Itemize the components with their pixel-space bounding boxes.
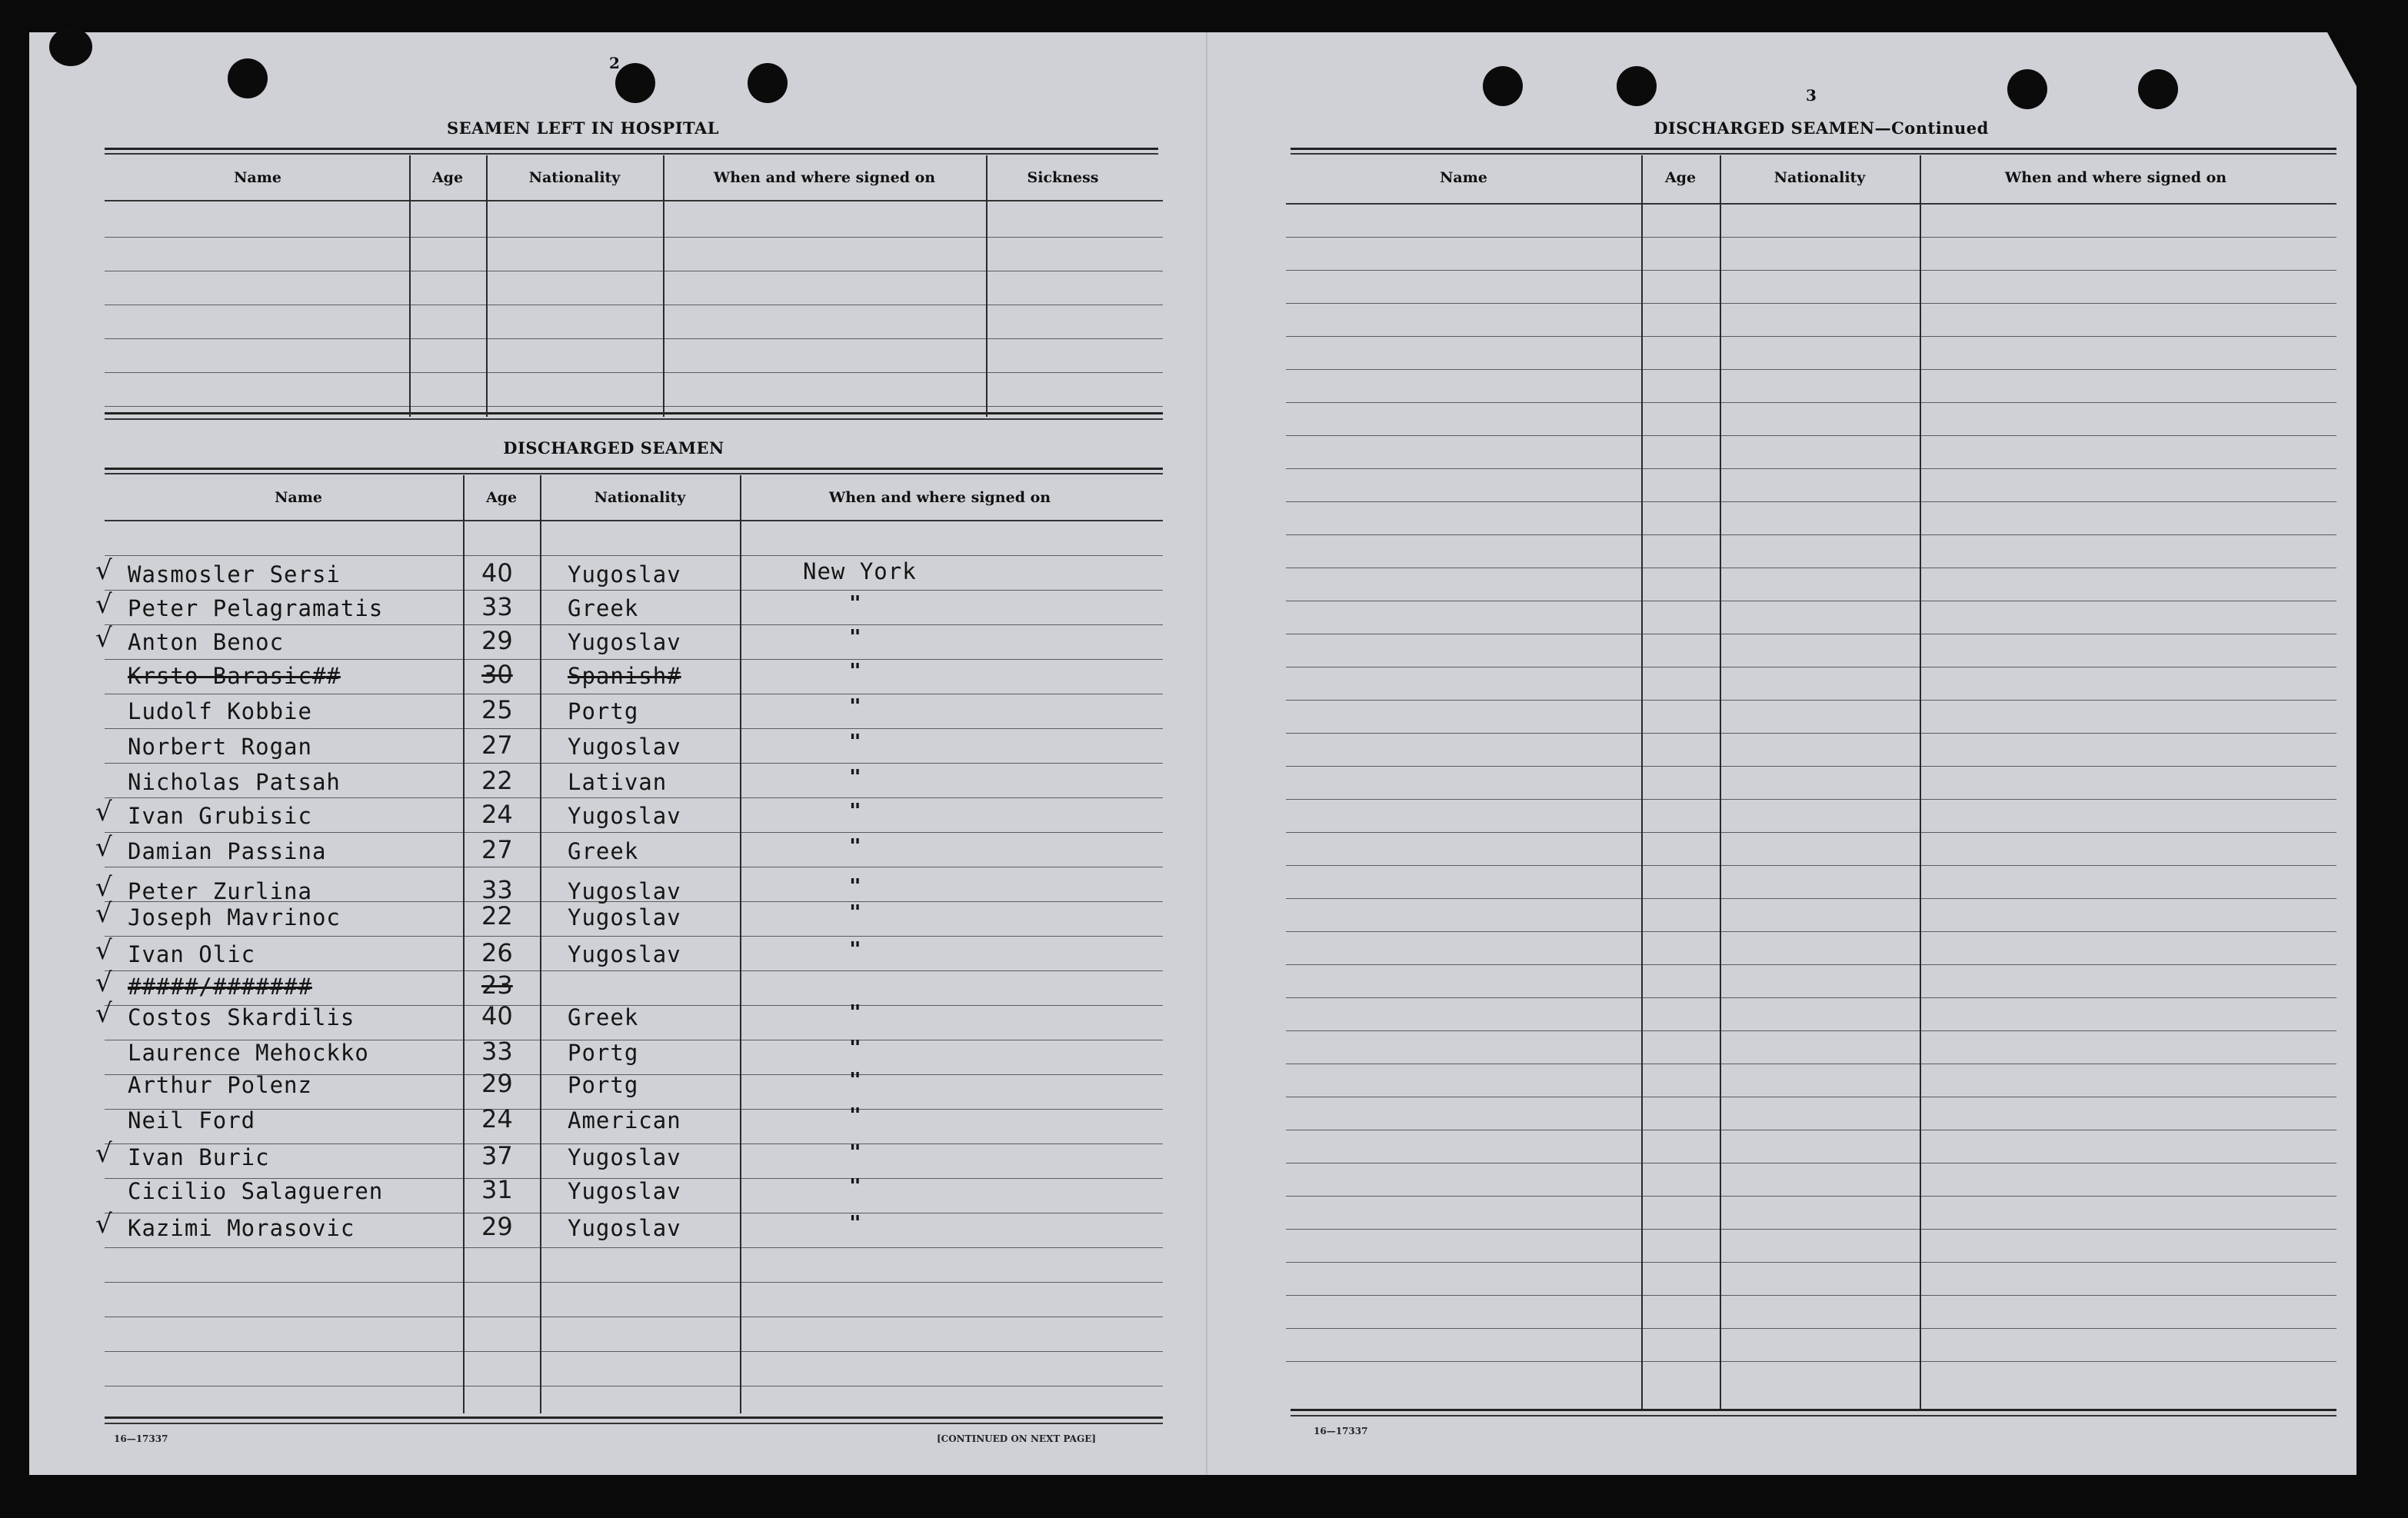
check-mark: √ <box>95 623 112 654</box>
seaman-name: Nicholas Patsah <box>128 769 341 795</box>
right-row-line <box>1286 832 2336 833</box>
seaman-age: 31 <box>481 1175 513 1204</box>
seaman-age: 23 <box>481 970 513 1000</box>
check-mark: √ <box>95 872 112 903</box>
discharged-row-line <box>105 1282 1163 1283</box>
check-mark: √ <box>95 555 112 586</box>
seaman-age: 40 <box>481 1001 513 1030</box>
left-form-number: 16—17337 <box>114 1433 168 1444</box>
hospital-row-line <box>105 237 1163 238</box>
seaman-age: 40 <box>481 558 513 588</box>
seaman-age: 27 <box>481 731 513 760</box>
seaman-age: 30 <box>481 660 513 689</box>
seaman-nationality: Yugoslav <box>568 941 681 967</box>
seaman-age: 22 <box>481 901 513 930</box>
right-row-line <box>1286 1196 2336 1197</box>
signed-on: " <box>849 592 861 615</box>
right-col-age: Age <box>1664 169 1697 186</box>
discharged-col-nationality: Nationality <box>594 489 686 506</box>
discharged-col-divider <box>740 475 741 1413</box>
seaman-name: Anton Benoc <box>128 629 285 655</box>
right-row-line <box>1286 700 2336 701</box>
discharged-row-line <box>105 728 1163 729</box>
right-row-line <box>1286 1361 2336 1362</box>
hospital-col-name: Name <box>234 169 281 186</box>
discharged-row-line <box>105 624 1163 625</box>
seaman-age: 22 <box>481 766 513 795</box>
hospital-col-sickness: Sickness <box>1027 169 1099 186</box>
seaman-nationality: Greek <box>568 1004 639 1030</box>
right-row-line <box>1286 435 2336 436</box>
seaman-name: #####/####### <box>128 974 312 1000</box>
right-col-divider <box>1920 155 1921 1410</box>
discharged-title: DISCHARGED SEAMEN <box>503 438 724 458</box>
right-row-line <box>1286 964 2336 965</box>
right-row-line <box>1286 931 2336 932</box>
signed-on: " <box>849 1069 861 1092</box>
discharged-row-line <box>105 936 1163 937</box>
seaman-nationality: Spanish# <box>568 663 681 689</box>
seaman-age: 26 <box>481 938 513 967</box>
seaman-name: Damian Passina <box>128 838 327 864</box>
seaman-name: Arthur Polenz <box>128 1072 312 1098</box>
check-mark: √ <box>95 898 112 929</box>
discharged-col-name: Name <box>275 489 322 506</box>
hospital-col-divider <box>486 155 488 417</box>
right-row-line <box>1286 997 2336 998</box>
punch-hole <box>49 28 92 66</box>
check-mark: √ <box>95 935 112 966</box>
hospital-row-line <box>105 338 1163 339</box>
signed-on: " <box>849 1212 861 1235</box>
signed-on: " <box>849 1141 861 1164</box>
seaman-age: 25 <box>481 695 513 724</box>
right-col-name: Name <box>1440 169 1487 186</box>
right-col-divider <box>1641 155 1643 1410</box>
discharged-col-divider <box>540 475 541 1413</box>
signed-on: " <box>849 626 861 649</box>
hospital-bottom-rule <box>105 412 1163 414</box>
seaman-nationality: Yugoslav <box>568 878 681 904</box>
hospital-title: SEAMEN LEFT IN HOSPITAL <box>446 118 720 138</box>
discharged-bottom-rule <box>105 1416 1163 1419</box>
discharged-row-line <box>105 555 1163 556</box>
seaman-name: Kazimi Morasovic <box>128 1215 355 1241</box>
document-paper <box>29 32 2356 1475</box>
seaman-nationality: Yugoslav <box>568 1144 681 1170</box>
hospital-col-divider <box>409 155 411 417</box>
right-row-line <box>1286 1262 2336 1263</box>
seaman-age: 24 <box>481 800 513 829</box>
hospital-bottom-rule-2 <box>105 418 1163 420</box>
hospital-col-divider <box>986 155 988 417</box>
discharged-row-line <box>105 1351 1163 1352</box>
right-col-signed: When and where signed on <box>2004 169 2227 186</box>
hospital-row-line <box>105 372 1163 373</box>
page-fold <box>1206 32 1207 1475</box>
signed-on: " <box>849 1104 861 1127</box>
discharged-row-line <box>105 797 1163 798</box>
right-top-rule-2 <box>1291 153 2336 155</box>
right-col-divider <box>1720 155 1721 1410</box>
seaman-nationality: Lativan <box>568 769 668 795</box>
check-mark: √ <box>95 832 112 863</box>
right-row-line <box>1286 369 2336 370</box>
signed-on: " <box>849 660 861 683</box>
signed-on: " <box>849 1037 861 1060</box>
right-row-line <box>1286 270 2336 271</box>
signed-on: " <box>849 766 861 789</box>
check-mark: √ <box>95 797 112 827</box>
right-header-rule <box>1286 203 2336 205</box>
hospital-top-rule <box>105 148 1158 150</box>
check-mark: √ <box>95 1209 112 1240</box>
right-form-number: 16—17337 <box>1314 1426 1368 1436</box>
seaman-name: Ivan Grubisic <box>128 803 312 829</box>
right-row-line <box>1286 1295 2336 1296</box>
seaman-age: 27 <box>481 835 513 864</box>
right-row-line <box>1286 733 2336 734</box>
hospital-top-rule-2 <box>105 153 1158 155</box>
discharged-row-line <box>105 763 1163 764</box>
signed-on: " <box>849 901 861 924</box>
discharged-col-divider <box>463 475 465 1413</box>
seaman-age: 33 <box>481 1037 513 1066</box>
seaman-name: Cicilio Salagueren <box>128 1178 384 1204</box>
seaman-age: 33 <box>481 592 513 621</box>
seaman-nationality: Yugoslav <box>568 1215 681 1241</box>
left-page-number: 2 <box>609 54 620 72</box>
discharged-row-line <box>105 970 1163 971</box>
seaman-name: Ivan Buric <box>128 1144 270 1170</box>
hospital-row-line <box>105 406 1163 407</box>
hospital-col-signed: When and where signed on <box>713 169 936 186</box>
seaman-name: Neil Ford <box>128 1107 256 1134</box>
seaman-name: Wasmosler Sersi <box>128 561 341 588</box>
right-bottom-rule-2 <box>1291 1415 2336 1416</box>
right-row-line <box>1286 766 2336 767</box>
check-mark: √ <box>95 589 112 620</box>
signed-on: " <box>849 875 861 898</box>
discharged-top-rule <box>105 468 1163 470</box>
continued-note: [CONTINUED ON NEXT PAGE] <box>937 1433 1097 1444</box>
seaman-nationality: Greek <box>568 595 639 621</box>
seaman-nationality: Yugoslav <box>568 904 681 930</box>
signed-on: " <box>849 1175 861 1198</box>
signed-on: " <box>849 800 861 823</box>
check-mark: √ <box>95 967 112 998</box>
seaman-name: Norbert Rogan <box>128 734 312 760</box>
seaman-name: Ludolf Kobbie <box>128 698 312 724</box>
right-row-line <box>1286 336 2336 337</box>
punch-hole <box>615 63 655 103</box>
punch-hole <box>2138 69 2178 109</box>
right-page-number: 3 <box>1806 86 1817 105</box>
right-row-line <box>1286 534 2336 535</box>
seaman-nationality: Portg <box>568 1072 639 1098</box>
punch-hole <box>228 58 268 98</box>
punch-hole <box>748 63 788 103</box>
hospital-col-divider <box>663 155 664 417</box>
seaman-age: 29 <box>481 1069 513 1098</box>
paper-corner-cut <box>2327 32 2356 86</box>
check-mark: √ <box>95 1138 112 1169</box>
seaman-name: Peter Zurlina <box>128 878 312 904</box>
discharged-row-line <box>105 832 1163 833</box>
signed-on: " <box>849 938 861 961</box>
seaman-age: 24 <box>481 1104 513 1134</box>
punch-hole <box>1617 66 1657 106</box>
discharged-row-line <box>105 659 1163 660</box>
right-row-line <box>1286 402 2336 403</box>
right-row-line <box>1286 303 2336 304</box>
seaman-nationality: Yugoslav <box>568 803 681 829</box>
punch-hole <box>2007 69 2047 109</box>
right-bottom-rule <box>1291 1409 2336 1411</box>
discharged-col-signed: When and where signed on <box>828 489 1051 506</box>
seaman-name: Joseph Mavrinoc <box>128 904 341 930</box>
right-col-nationality: Nationality <box>1774 169 1866 186</box>
discharged-col-age: Age <box>485 489 518 506</box>
signed-on: " <box>849 695 861 718</box>
seaman-age: 29 <box>481 626 513 655</box>
seaman-name: Costos Skardilis <box>128 1004 355 1030</box>
seaman-name: Krsto Barasic## <box>128 663 341 689</box>
signed-on: " <box>849 731 861 754</box>
seaman-age: 33 <box>481 875 513 904</box>
seaman-nationality: Portg <box>568 698 639 724</box>
seaman-nationality: Yugoslav <box>568 1178 681 1204</box>
right-title: DISCHARGED SEAMEN—Continued <box>1654 118 1989 138</box>
discharged-bottom-rule-2 <box>105 1423 1163 1424</box>
discharged-row-line <box>105 1247 1163 1248</box>
seaman-nationality: Yugoslav <box>568 629 681 655</box>
signed-on: New York <box>803 558 917 584</box>
seaman-nationality: Portg <box>568 1040 639 1066</box>
seaman-nationality: American <box>568 1107 681 1134</box>
right-row-line <box>1286 1229 2336 1230</box>
right-row-line <box>1286 468 2336 469</box>
seaman-name: Peter Pelagramatis <box>128 595 384 621</box>
right-row-line <box>1286 237 2336 238</box>
right-row-line <box>1286 898 2336 899</box>
seaman-nationality: Greek <box>568 838 639 864</box>
discharged-row-line <box>105 590 1163 591</box>
seaman-name: Laurence Mehockko <box>128 1040 369 1066</box>
seaman-age: 37 <box>481 1141 513 1170</box>
seaman-nationality: Yugoslav <box>568 561 681 588</box>
signed-on: " <box>849 1001 861 1024</box>
right-row-line <box>1286 1030 2336 1031</box>
punch-hole <box>1483 66 1523 106</box>
hospital-header-rule <box>105 200 1163 201</box>
discharged-row-line <box>105 1386 1163 1387</box>
right-row-line <box>1286 1328 2336 1329</box>
right-row-line <box>1286 799 2336 800</box>
seaman-nationality: Yugoslav <box>568 734 681 760</box>
seaman-age: 29 <box>481 1212 513 1241</box>
hospital-col-nationality: Nationality <box>528 169 621 186</box>
signed-on: " <box>849 835 861 858</box>
right-top-rule <box>1291 148 2336 150</box>
right-row-line <box>1286 501 2336 502</box>
right-row-line <box>1286 865 2336 866</box>
hospital-col-age: Age <box>431 169 464 186</box>
discharged-header-rule <box>105 520 1163 521</box>
discharged-top-rule-2 <box>105 473 1163 474</box>
seaman-name: Ivan Olic <box>128 941 256 967</box>
check-mark: √ <box>95 998 112 1029</box>
